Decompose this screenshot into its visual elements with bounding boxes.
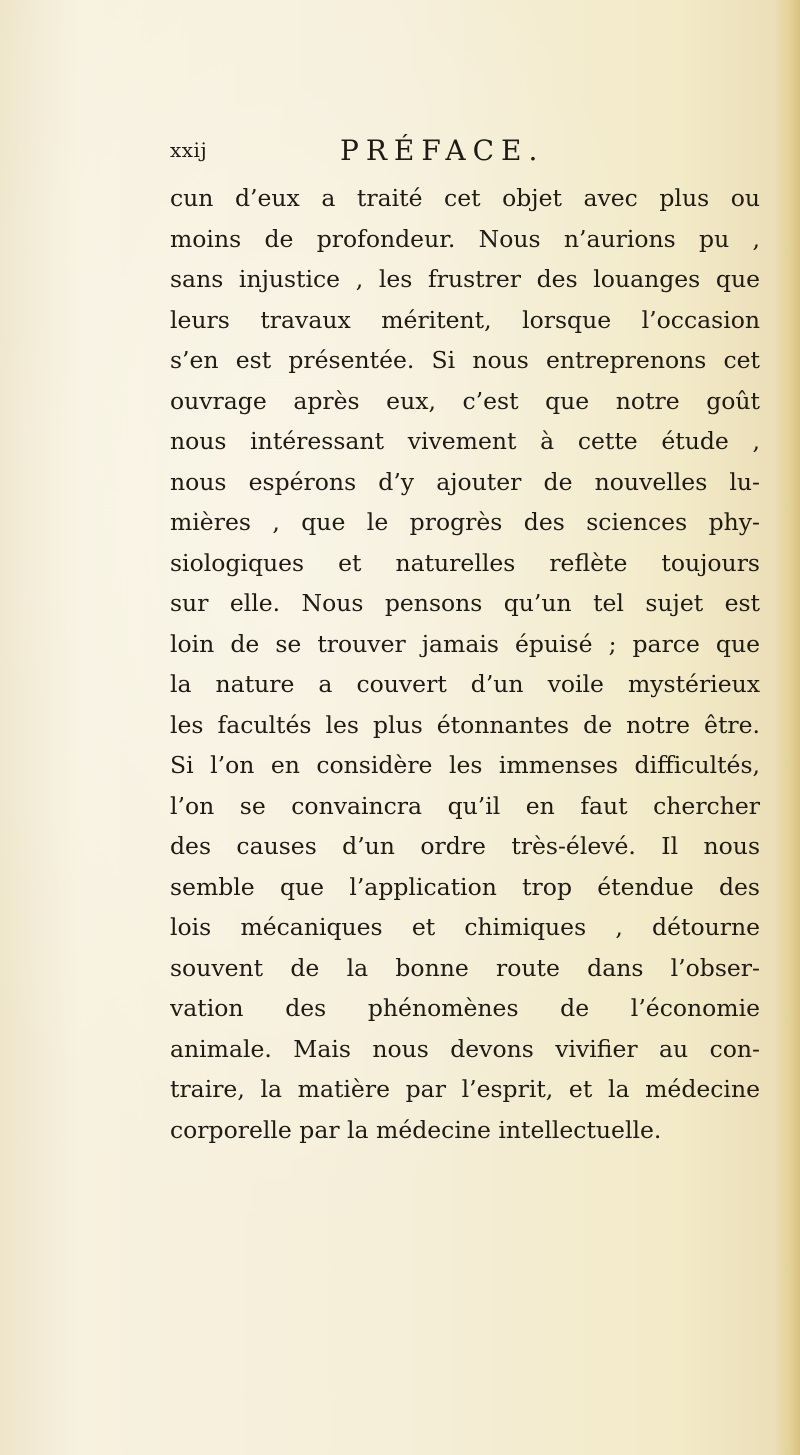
text-line: lois mécaniques et chimiques , détourne	[170, 913, 760, 941]
text-line: loin de se trouver jamais épuisé ; parce que	[170, 629, 760, 658]
text-line: mières , que le progrès des sciences phy-	[170, 508, 760, 536]
text-line: moins de profondeur. Nous n’aurions pu ,	[170, 224, 760, 253]
text-line: leurs travaux méritent, lorsque l’occasion	[170, 305, 760, 334]
text-line: la nature a couvert d’un voile mystérieux	[170, 670, 760, 698]
text-line: ouvrage après eux, c’est que notre goût	[170, 386, 760, 415]
text-line: nous espérons d’y ajouter de nouvelles lu-	[170, 467, 760, 496]
text-line: sur elle. Nous pensons qu’un tel sujet est	[170, 589, 760, 617]
text-line: l’on se convaincra qu’il en faut chercher	[170, 791, 760, 820]
text-line: animale. Mais nous devons vivifier au con-	[170, 1034, 760, 1063]
page-edge-shadow	[774, 0, 800, 1455]
text-line: cun d’eux a traité cet objet avec plus ou	[170, 184, 760, 212]
text-line: des causes d’un ordre très-élevé. Il nous	[170, 832, 760, 860]
text-line: Si l’on en considère les immenses difficultés,	[170, 751, 760, 779]
text-line: vation des phénomènes de l’économie	[170, 994, 760, 1022]
page-number: xxij	[170, 138, 208, 162]
running-title: PRÉFACE.	[340, 134, 545, 167]
text-line: semble que l’application trop étendue des	[170, 872, 760, 901]
text-line: souvent de la bonne route dans l’obser-	[170, 953, 760, 982]
body-text	[170, 178, 760, 1150]
text-line: siologiques et naturelles reflète toujours	[170, 548, 760, 577]
text-line: les facultés les plus étonnantes de notre être.	[170, 710, 760, 739]
text-line: corporelle par la médecine intellectuelle.	[170, 1115, 662, 1144]
text-line: traire, la matière par l’esprit, et la médecine	[170, 1075, 760, 1103]
text-line: s’en est présentée. Si nous entreprenons cet	[170, 346, 760, 374]
text-line: sans injustice , les frustrer des louanges que	[170, 265, 760, 293]
page-header	[170, 134, 590, 174]
text-line: nous intéressant vivement à cette étude ,	[170, 427, 760, 455]
